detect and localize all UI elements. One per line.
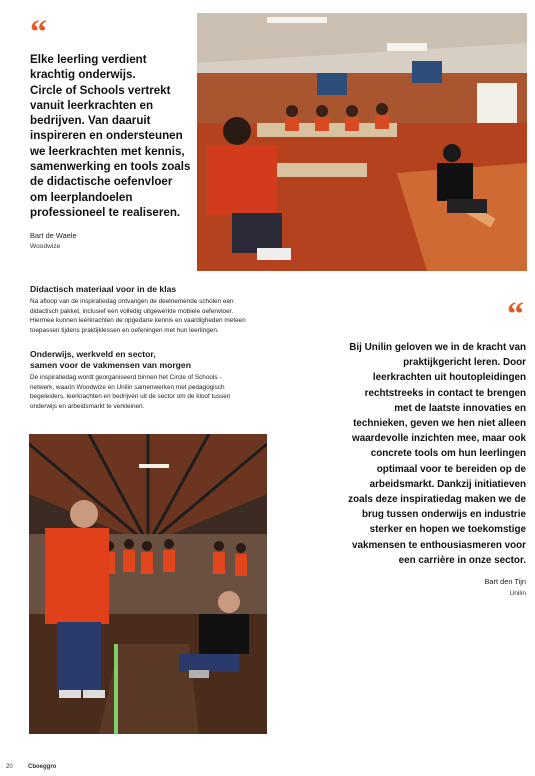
classroom-photo-illustration — [197, 13, 527, 271]
footer-brand: Cboeggro — [28, 764, 57, 770]
quote-right-role: Unilin — [509, 590, 526, 597]
section-body-didactisch: Na afloop van de inspiratiedag ontvangen de deelnemende scholen een didactisch pakket, inclusief een volledig uitgewerkte mobiele oefenvloer. Hiermee kunnen leerkrachten de opgedane kennis en vaardigheden meteen toepassen tijdens praktijklessen en oefeningen met hun leerlingen. — [30, 298, 246, 334]
section-title-didactisch: Didactisch materiaal voor in de klas — [30, 284, 177, 294]
quote-right-text: Bij Unilin geloven we in de kracht van praktijkgericht leren. Door leerkrachten uit houtopleidingen rechtstreeks in contact te brengen met de laatste innovaties en technieken, geven we hen niet alleen waardevolle inzichten mee, maar ook concrete tools om hun leerlingen optimaal voor te bereiden op de arbeidsmarkt. Dankzij initiatieven zoals deze inspiratiedag maken we de brug tussen onderwijs en industrie sterker en hopen we toekomstige vakmensen te enthousiasmeren voor een carrière in onze sector. — [348, 342, 526, 566]
quote-left-text: Elke leerling verdient krachtig onderwijs. Circle of Schools vertrekt vanuit leerkrachten en bedrijven. Van daaruit inspireren en ondersteunen we leerkrachten met kennis, samenwerking en tools zoals de didactische oefenvloer om leerplandoelen professioneel te realiseren. — [30, 53, 191, 219]
page-number: 20 — [6, 764, 13, 770]
quote-mark-right: “ — [507, 296, 524, 333]
quote-left-role: Woodwize — [30, 243, 61, 250]
warehouse-demonstration-photo — [29, 434, 267, 734]
classroom-workshop-photo — [197, 13, 527, 271]
quote-mark-left: “ — [30, 14, 47, 51]
warehouse-photo-illustration — [29, 434, 267, 734]
section-title-onderwijs: Onderwijs, werkveld en sector, samen voor de vakmensen van morgen — [30, 349, 191, 370]
section-body-onderwijs: De inspiratiedag wordt georganiseerd binnen het Circle of Schools - netwerk, waarin Woodwize en Unilin samenwerken met pedagogisch begeleiders, leerkrachten en bedrijven uit de sector om de kloof tussen onderwijs en arbeidsmarkt te verkleinen. — [30, 374, 231, 410]
quote-right-author: Bart den Tijn — [484, 577, 526, 586]
quote-left-author: Bart de Waele — [30, 231, 77, 240]
